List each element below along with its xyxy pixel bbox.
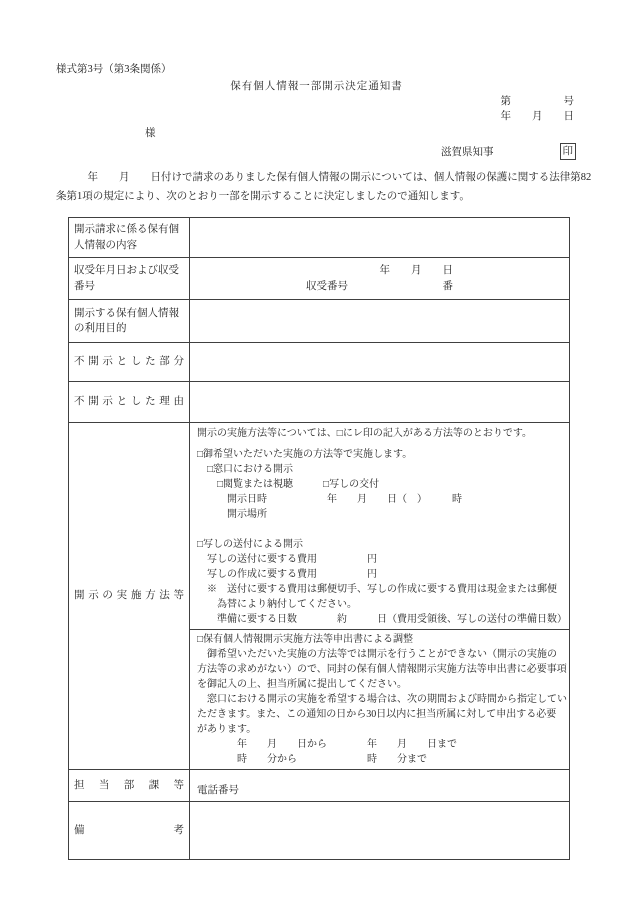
receipt-value-block <box>306 263 453 294</box>
text-line: 年 月 日から 年 月 日まで <box>197 739 457 750</box>
row-value-receipt <box>190 258 569 299</box>
row-label-cell <box>69 218 190 257</box>
row-value-remarks <box>190 802 569 859</box>
form-id: 様式第3号（第3条関係） <box>56 64 172 75</box>
text-line: 為替により納付してください。 <box>197 599 357 610</box>
row-label-nondisclosed-reason: 不開示とした理由 <box>74 396 184 408</box>
row-value-implementation <box>190 423 569 769</box>
row-value-contact <box>190 770 569 801</box>
text-line: ※ 送付に要する費用は郵便切手、写しの作成に要する費用は現金または郵便 <box>197 584 557 595</box>
row-value-nondisclosed-part <box>190 343 569 381</box>
text-line: ただきます。また、この通知の日から30日以内に担当所属に対して申出する必要 <box>197 709 557 720</box>
text-line: 年 月 日付けで請求のありました保有個人情報の開示については、個人情報の保護に関する法律第82 <box>56 172 592 183</box>
addressee-suffix: 様 <box>145 128 156 139</box>
table-row-remarks <box>69 801 569 859</box>
seal-label: 印 <box>562 146 573 157</box>
row-label-cell <box>69 770 190 801</box>
implementation-intro-line: 開示の実施方法等については、□にレ印の記入がある方法等のとおりです。 <box>197 428 533 439</box>
row-label-contact: 担当部課等 <box>74 779 184 791</box>
receipt-number-line: 収受番号 番 <box>306 280 453 292</box>
row-label-cell <box>69 258 190 299</box>
text-line: □写しの送付による開示 <box>197 539 304 550</box>
row-label-implementation: 開示の実施方法等 <box>74 590 184 602</box>
text-line: 御希望いただいた実施の方法等では開示を行うことができない（開示の実施の <box>197 649 557 660</box>
table-row-contact <box>69 769 569 801</box>
row-label-nondisclosed-part: 不開示とした部分 <box>74 356 184 368</box>
row-label-cell <box>69 802 190 859</box>
issuer-line <box>56 143 577 160</box>
table-row-implementation <box>69 422 569 769</box>
doc-meta-block <box>56 94 577 124</box>
text-line: 方法等の求めがない）ので、同封の保有個人情報開示実施方法等申出書に必要事項 <box>197 664 567 675</box>
doc-date: 年 月 日 <box>500 111 574 122</box>
row-label-receipt: 収受年月日および収受番号 <box>74 265 179 292</box>
text-line: 準備に要する日数 約 日（費用受領後、写しの送付の準備日数） <box>197 614 567 625</box>
page-title: 保有個人情報一部開示決定通知書 <box>230 81 403 92</box>
implementation-desired-method-section <box>190 445 569 629</box>
notice-paragraph <box>56 168 592 206</box>
text-line: 写しの送付に要する費用 円 <box>197 554 377 565</box>
phone-number-label: 電話番号 <box>197 785 239 796</box>
row-value-request-content <box>190 218 569 257</box>
row-label-cell <box>69 382 190 422</box>
text-line: 開示場所 <box>197 509 267 520</box>
seal-box <box>560 143 577 160</box>
text-line: があります。 <box>197 724 257 735</box>
row-label-cell <box>69 343 190 381</box>
row-label-request-content: 開示請求に係る保有個人情報の内容 <box>74 224 179 251</box>
text-line <box>197 522 565 537</box>
text-line: 開示日時 年 月 日（ ） 時 <box>197 494 462 505</box>
text-line: □窓口における開示 <box>197 464 294 475</box>
text-line: □御希望いただいた実施の方法等で実施します。 <box>197 449 413 460</box>
row-label-cell <box>69 423 190 769</box>
row-value-nondisclosed-reason <box>190 382 569 422</box>
disclosure-table <box>68 217 570 860</box>
row-label-purpose: 開示する保有個人情報の利用目的 <box>74 307 179 334</box>
text-line: 写しの作成に要する費用 円 <box>197 569 377 580</box>
table-row-purpose <box>69 299 569 342</box>
text-line: 条第1項の規定により、次のとおり一部を開示することに決定しましたので通知します。 <box>56 191 470 202</box>
issuer-name: 滋賀県知事 <box>441 147 494 158</box>
table-row-nondisclosed-part <box>69 342 569 381</box>
table-row-nondisclosed-reason <box>69 381 569 422</box>
text-line: □閲覧または視聴 □写しの交付 <box>197 479 380 490</box>
text-line: □保有個人情報開示実施方法等申出書による調整 <box>197 634 414 645</box>
table-row-receipt <box>69 257 569 299</box>
row-value-purpose <box>190 300 569 342</box>
row-label-remarks: 備考 <box>74 824 184 836</box>
text-line: 窓口における開示の実施を希望する場合は、次の期間および時間から指定してい <box>197 694 567 705</box>
table-row-request-content <box>69 218 569 257</box>
text-line: を御記入の上、担当所属に提出してください。 <box>197 679 407 690</box>
implementation-written-application-section <box>190 629 569 769</box>
text-line: 時 分から 時 分まで <box>197 754 427 765</box>
receipt-date-line: 年 月 日 <box>379 265 453 276</box>
addressee-line <box>56 126 577 141</box>
row-label-cell <box>69 300 190 342</box>
doc-number: 第 号 <box>500 96 574 107</box>
